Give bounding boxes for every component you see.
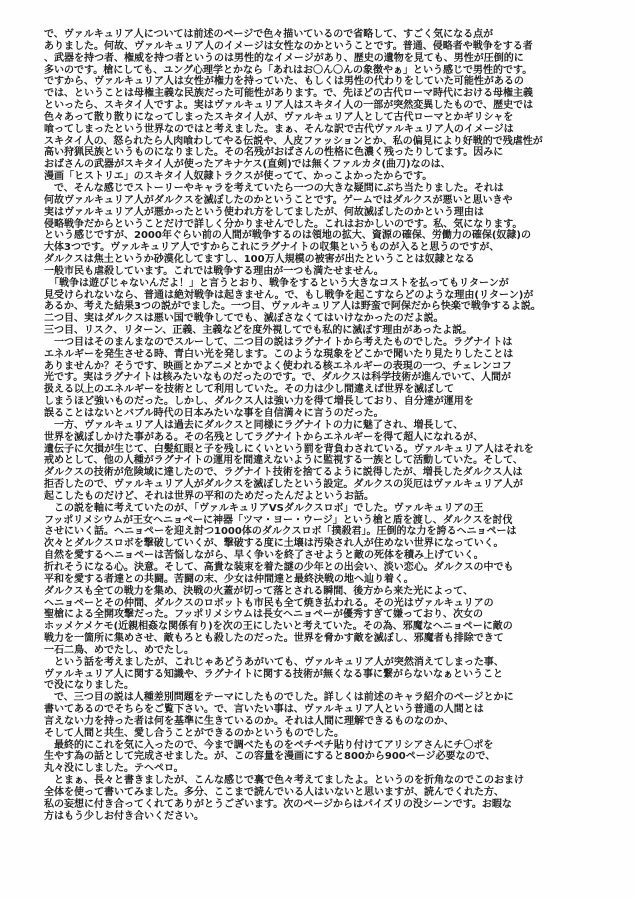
body-text [44,29,614,823]
text-line: ダルクスも全ての戦力を集め、決戦の火蓋が切って落とされる瞬間、後方から来た光によって、 [44,585,474,597]
text-line: 誤ることはないとバブル時代の日本みたいな事を自信満々に言うのだった。 [44,408,384,419]
text-line: 一つ目はそのまんまなのでスルーして、二つ目の説はラグナイトから考えたものでした。ラグナイトは [44,336,513,348]
text-line: 戒めとして、他の人種がラグナイトの運用を間違えないように監視する一族として活動していた。そして、 [44,455,523,467]
text-line: という感じですが、2000年ぐらい前の人間が戦争するのは領地の拡大、資源の確保、労働力の確保(奴隷)の [44,230,531,242]
text-line: という話を考えましたが、これじゃあどうあがいても、ヴァルキュリア人が突然消えてしまった事、 [44,656,504,668]
text-line: といったら、スキタイ人ですよ。実はヴァルキュリア人はスキタイ人の一部が突然変異したもので、歴史では [44,100,534,112]
text-line: で、三つ目の説は人種差別問題をテーマにしたものでした。詳しくは前述のキャラ紹介のページとかに [44,692,514,704]
text-line: ダルクスは焦土というか砂漠化してますし、100万人規模の被害が出たということは奴隷となる [44,254,475,266]
text-line: 世界を滅ぼしかけた事がある。その名残としてラグナイトからエネルギーを得て超人になれるが、 [44,431,484,443]
text-line: ダルクスの技術が危険域に達したので、ラグナイト技術を捨てるように説得したが、増長したダルクス人は [44,467,523,479]
text-line: 戦力を一箇所に集めさせ、敵もろとも殺したのだった。世界を脅かす敵を滅ぼし、邪魔者も排除できて [44,633,504,645]
text-line: あるか、考えた結果3つの説がでました。一つ目、ヴァルキュリア人は野蛮で阿保だから快楽で戦争するよ説。 [44,301,541,313]
text-line: 見受けられないなら、普通は絶対戦争は起きません。で、もし戦争を起こすならどのような理由(リターン)が [44,289,534,301]
text-line: 侵略戦争だからということだけで詳しく分かりませんでした。これはおかしいのです。私、気になります。 [44,218,523,230]
text-line: 扱える以上のエネルギーを技術として利用していた。その力は少し間違えば世界を滅ぼして [44,384,454,396]
text-line: 折れそうになる心。決意。そして、高貴な装束を着た謎の少年との出会い、淡い恋心。ダルクスの中でも [44,561,514,573]
text-line: ヘニョペーとその仲間、ダルクスのロボットも市民も全て焼き払われる。その光はヴァルキュリアの [44,597,494,609]
text-line: 平和を愛する者達との共闘。苦闘の末、少女は仲間達と最終決戦の地へ辿り着く。 [44,573,414,585]
text-line: 喰ってしまったという世界なのではと考えました。まぁ、そんな訳で古代ヴァルキュリア人のイメージは [44,123,514,135]
text-line: 一石二鳥、めでたし、めでたし。 [44,644,194,656]
text-line: 生やす為の話として完成させました。が、この容量を漫画にすると800から900ページ必要なので、 [44,751,496,763]
text-line: しまうほど強いものだった。しかし、ダルクス人は強い力を得て増長しており、自分達が運用を [44,396,474,408]
text-line: で、ヴァルキュリア人については前述のページで色々描いているので省略して、すごく気になる点が [44,29,494,40]
text-line: おばさんの武器がスキタイ人が使ったアキナケス(直剣)では無くファルカタ(曲刀)なのは、 [44,159,451,171]
text-line: 書いてあるのでそちらをご覧下さい。で、言いたい事は、ヴァルキュリア人という普通の人間とは [44,704,484,716]
text-line: 全体を使って書いてみました。多分、ここまで読んでいる人はいないと思いますが、読んでくれた方、 [44,787,504,798]
text-line: 聖槍による全開攻撃だった。フッポリメシウムは長女ヘニョペーが優秀すぎて嫌っており、次女の [44,609,483,621]
text-line: で、そんな感じでストーリーやキャラを考えていたら一つの大きな疑問にぶち当たりました。それは [44,182,504,194]
text-line: 遺伝子に欠損が生じて、白髪紅眼と子を残しにくいという罰を背負わされている。ヴァルキュリア人はそれを [44,443,534,455]
text-line: 最終的にこれを気に入ったので、今まで調べたものをペチペチ貼り付けてアリシアさんにチ〇ポを [44,739,494,751]
text-line: 三つ目、リスク、リターン、正義、主義などを度外視してでも私的に滅ぼす理由があったよ説。 [44,325,473,337]
text-line: 、武器を持つ者、権威を持つ者というのは男性的なイメージがあり、歴史の遺物を見ても、男性が圧倒的に [44,52,524,64]
text-line: 二つ目、実はダルクスは悪い国で戦争してでも、滅ぼさなくてはいけなかったのだよ説。 [44,313,444,325]
text-line: では、ということは母権主義な民族だった可能性があります。で、先ほどの古代ローマ時代における母権主義 [44,88,533,100]
text-line: この説を軸に考えていたのが、「ヴァルキュリアVSダルクスロボ」でした。ヴァルキュリアの王 [44,502,484,514]
text-line: 方はもう少しお付き合いください。 [44,810,204,822]
text-line: 多いのです。槍にしても、ユング心理学とかなら「あれはお〇ん〇んの象徴やぁ」という感じで男性的です。 [44,64,533,76]
text-line: 次々とダルクスロボを撃破していくが、撃破する度に土壌は汚染され人が住めない世界になっていく。 [44,538,504,550]
text-line: 私の妄想に付き合ってくれてありがとうございます。次のページからはパイズリの没シーンです。お暇な [44,798,512,810]
text-line: とまぁ、長々と書きましたが、こんな感じで裏で色々考えてましたよ。というのを折角なのでこのおまけ [44,775,524,787]
text-line: 一方、ヴァルキュリア人は過去にダルクスと同様にラグナイトの力に魅了され、増長して、 [44,419,464,431]
text-line: 何故ヴァルキュリア人がダルクスを滅ぼしたのかということです。ゲームではダルクスが悪いと思いきや [44,194,513,206]
text-line: 起こしたものだけど、それは世界の平和のためだったんだよというお話。 [44,490,374,502]
text-line: 言えない力を持った者は何を基準に生きているのか。それは人間に理解できるものなのか、 [44,715,454,727]
text-line: 高い狩猟民族というものになりました。その名残がおばさんの性格に色濃く残ったりしてます。因みに [44,147,504,159]
text-line: 「戦争は遊びじゃないんだよ！」と言うとおり、戦争をするという大きなコストを払ってもリターンが [44,277,509,289]
text-line: 自然を愛するヘニョペーは苦悩しながら、早く争いを終了させようと敵の死体を積み上げていく。 [44,550,484,562]
text-line: 色々あって散り散りになってしまったスキタイ人が、ヴァルキュリア人として古代ローマとかギリシャを [44,111,514,123]
text-line: ホッメケメケモ(近親相姦な関係有り)を次の王にしたいと考えていた。その為、邪魔なヘニョペーに敵の [44,621,513,633]
text-line: スキタイ人の、怒られたら人肉喰わしてやる伝説や、人皮ファッションとか、私の偏見により好戦的で残虐性が [44,135,543,147]
text-line: そして人間と共生、愛し合うことができるのかというものでした。 [44,727,344,739]
text-line: ありました。何故、ヴァルキュリア人のイメージは女性なのかということです。普通、侵略者や戦争をする者 [44,40,533,52]
text-line: 光です。実はラグナイトは核みたいなものだったのです。で、ダルクスは科学技術が進んでいて、人間が [44,372,511,384]
text-line: 丸々没にしました。テヘペロ。 [44,763,184,775]
text-line: 拒否したので、ヴァルキュリア人がダルクスを滅ぼしたという設定。ダルクスの災厄はヴァルキュリア人が [44,479,523,491]
text-line: 大体3つです。ヴァルキュリア人ですからこれにラグナイトの収集というものが入ると思うのですが、 [44,242,500,254]
text-line: エネルギーを発生させる時、青白い光を発します。このような現象をどこかで聞いたり見たりしたことは [44,348,514,360]
text-line: ありませんか？そうです、映画とかアニメとかでよく使われる核エネルギーの表現の一つ、チェレンコフ [44,360,512,372]
text-line: フッポリメシウムが王女ヘニョペーに神器「ツマ・ヨー・ウージ」という槍と盾を渡し、ダルクスを討伐 [44,514,513,526]
text-line: で没になりました。 [44,680,134,692]
text-line: させにいく話。ヘニョペーを迎え討つ1000体のダルクスロボ「撲殺君」。圧倒的な力を誇るヘニョペーは [44,526,517,538]
text-line: 漫画「ヒストリエ」のスキタイ人奴隷トラクスが使ってて、かっこよかったからです。 [44,171,433,183]
text-line: 実はヴァルキュリア人が悪かったという使われ方をしてましたが、何故滅ぼしたのかという理由は [44,206,484,218]
text-line: ヴァルキュリア人に関する知識や、ラグナイトに関する技術が無くなる事に繋がらないなぁということ [44,668,503,680]
text-line: 一般市民も虐殺しています。これでは戦争する理由が一つも満たせません。 [44,265,384,277]
text-line: ですから、ヴァルキュリア人は女性が権力を持っていた、もしくは男性の代わりをしていた可能性があるの [44,76,524,88]
